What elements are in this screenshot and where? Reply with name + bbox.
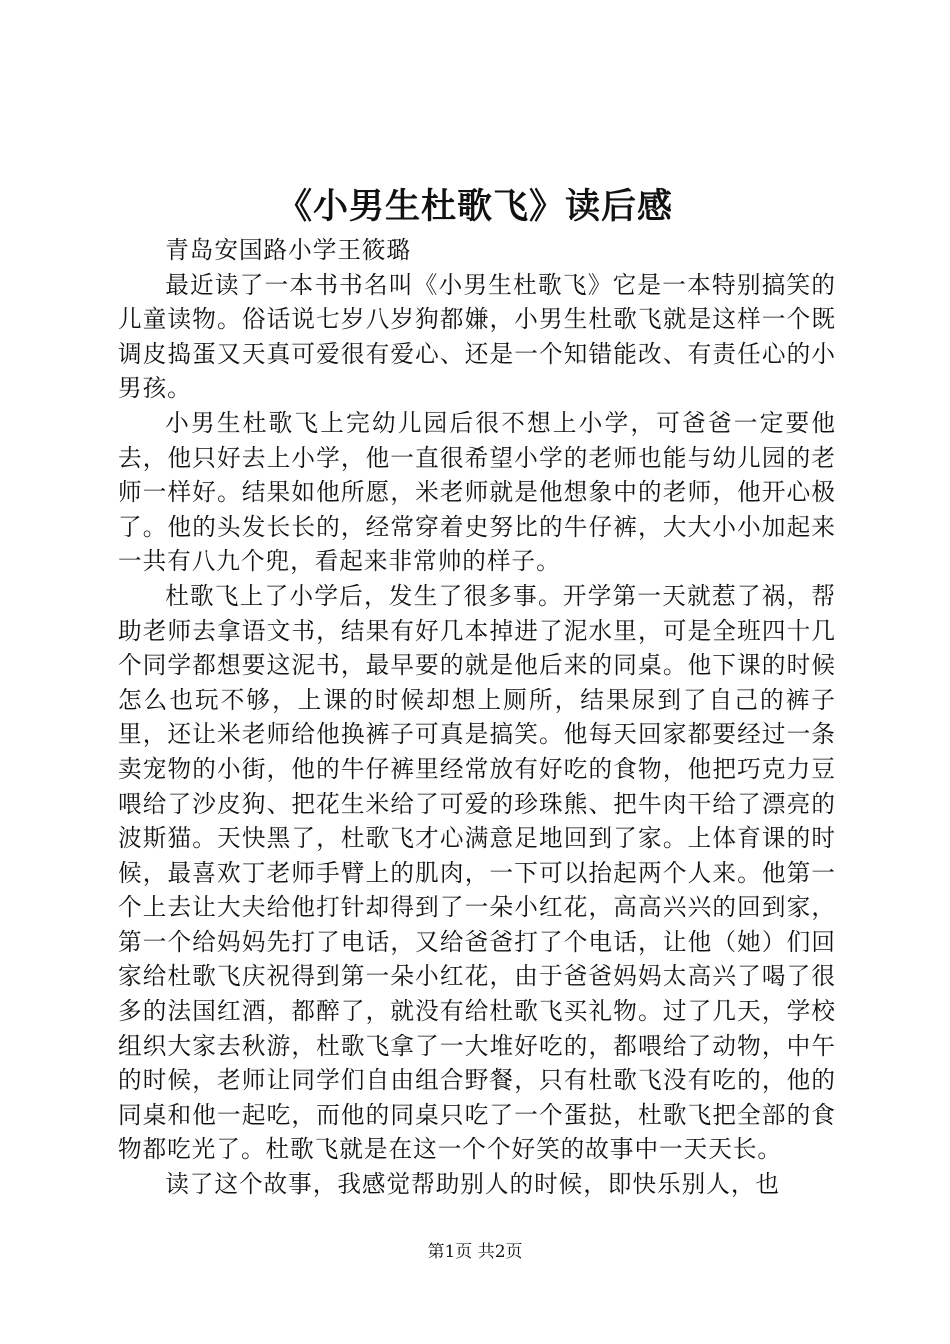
document-body <box>118 233 836 1202</box>
paragraph: 小男生杜歌飞上完幼儿园后很不想上小学，可爸爸一定要他去，他只好去上小学，他一直很希望小学的老师也能与幼儿园的老师一样好。结果如他所愿，米老师就是他想象中的老师，他开心极了。他的头发长长的，经常穿着史努比的牛仔裤，大大小小加起来一共有八九个兜，看起来非常帅的样子。 <box>118 408 836 576</box>
document-title: 《小男生杜歌飞》读后感 <box>276 186 673 227</box>
page-number-footer: 第1页 共2页 <box>427 1242 523 1262</box>
author-line: 青岛安国路小学王筱璐 <box>165 236 412 264</box>
paragraph: 读了这个故事，我感觉帮助别人的时候，即快乐别人，也 <box>165 1170 781 1199</box>
paragraph: 杜歌飞上了小学后，发生了很多事。开学第一天就惹了祸，帮助老师去拿语文书，结果有好几本掉进了泥水里，可是全班四十几个同学都想要这泥书，最早要的就是他后来的同桌。他下课的时候怎么也玩不够，上课的时候却想上厕所，结果尿到了自己的裤子里，还让米老师给他换裤子可真是搞笑。他每天回家都要经过一条卖宠物的小街，他的牛仔裤里经常放有好吃的食物，他把巧克力豆喂给了沙皮狗、把花生米给了可爱的珍珠熊、把牛肉干给了漂亮的波斯猫。天快黑了，杜歌飞才心满意足地回到了家。上体育课的时候，最喜欢丁老师手臂上的肌肉，一下可以抬起两个人来。他第一个上去让大夫给他打针却得到了一朵小红花，高高兴兴的回到家，第一个给妈妈先打了电话，又给爸爸打了个电话，让他（她）们回家给杜歌飞庆祝得到第一朵小红花，由于爸爸妈妈太高兴了喝了很多的法国红酒，都醉了，就没有给杜歌飞买礼物。过了几天，学校组织大家去秋游，杜歌飞拿了一大堆好吃的，都喂给了动物，中午的时候，老师让同学们自由组合野餐，只有杜歌飞没有吃的，他的同桌和他一起吃，而他的同桌只吃了一个蛋挞，杜歌飞把全部的食物都吃光了。杜歌飞就是在这一个个好笑的故事中一天天长。 <box>118 581 836 1164</box>
paragraph: 最近读了一本书书名叫《小男生杜歌飞》它是一本特别搞笑的儿童读物。俗话说七岁八岁狗都嫌，小男生杜歌飞就是这样一个既调皮捣蛋又天真可爱很有爱心、还是一个知错能改、有责任心的小男孩。 <box>118 270 836 403</box>
